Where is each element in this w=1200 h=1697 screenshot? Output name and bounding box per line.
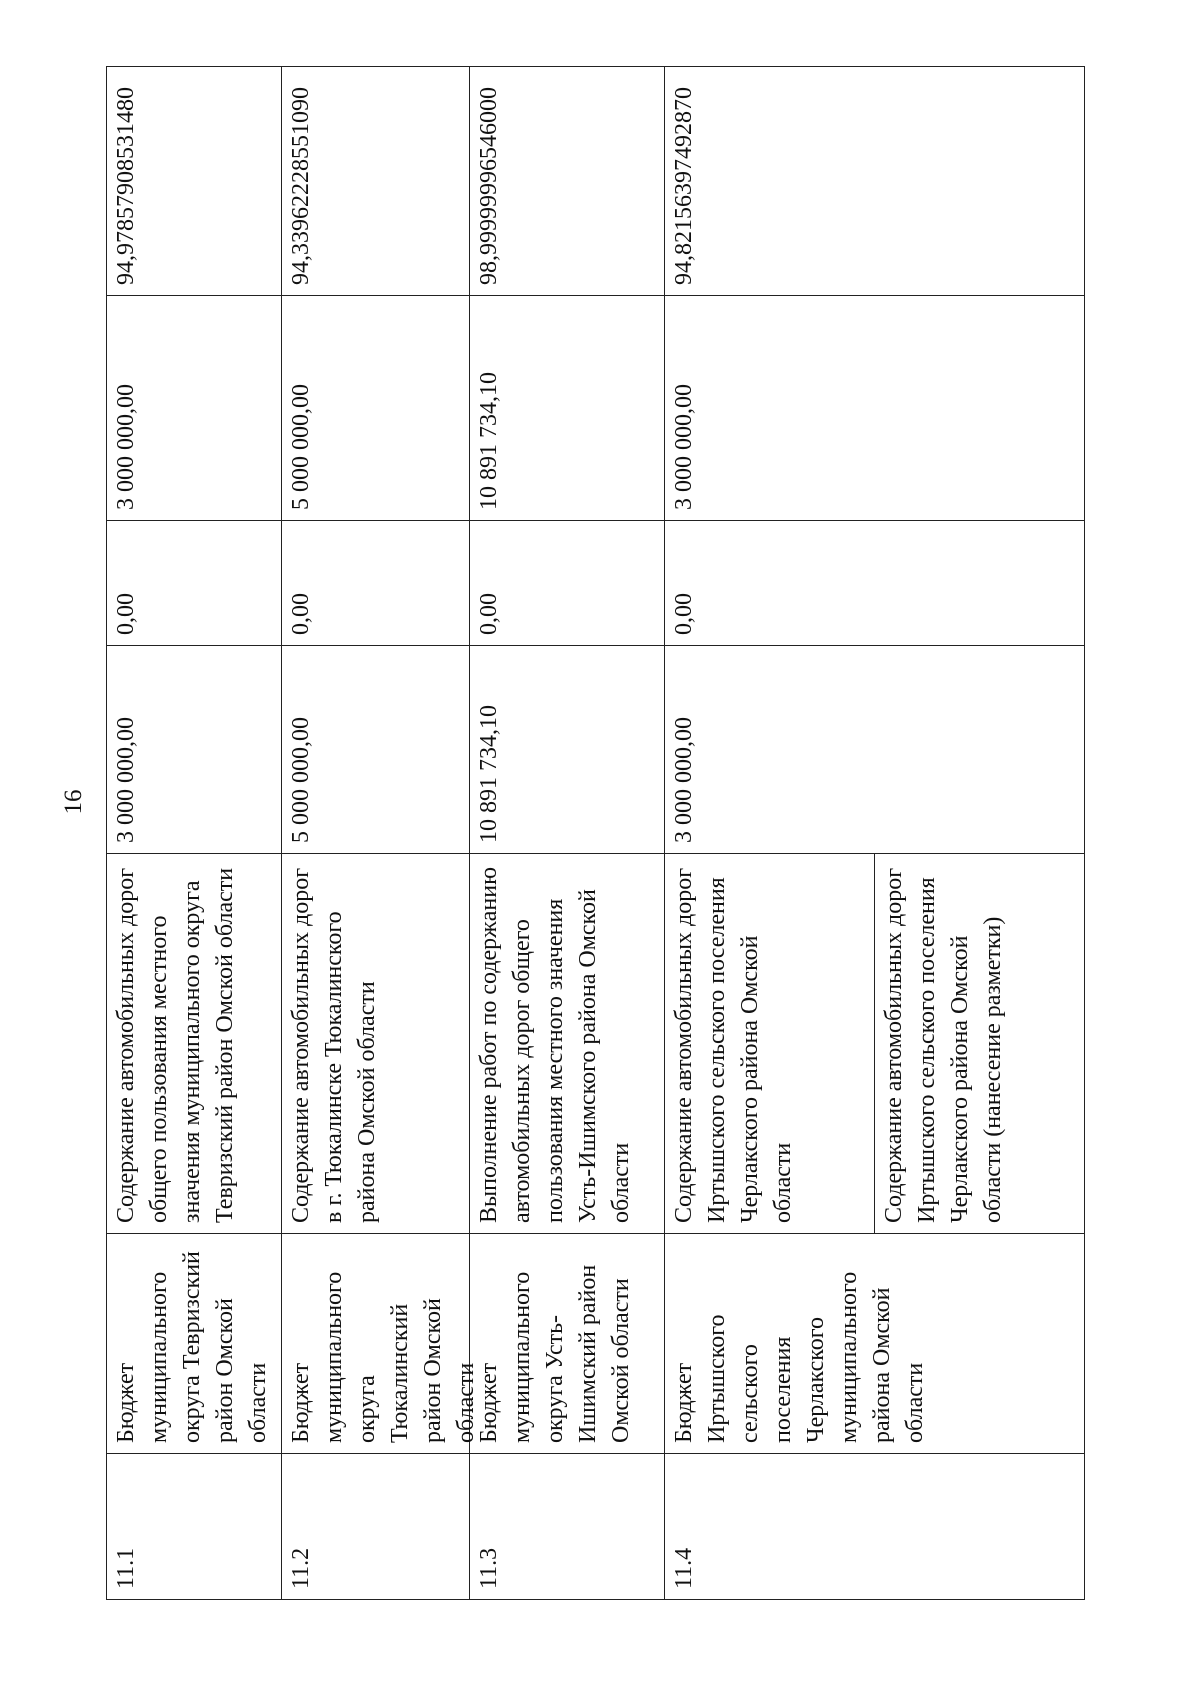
work-description: Выполнение работ по содержанию автомобильных дорог общего пользования местного значения Усть-Ишимского района Омской области — [476, 866, 634, 1223]
sum1-cell-11-4 — [665, 646, 1085, 854]
budget-cell-11-4 — [665, 1234, 1085, 1454]
work-cell-11-2 — [282, 854, 470, 1234]
percent-cell-11-2 — [282, 67, 470, 296]
sum1-value: 5 000 000,00 — [288, 717, 314, 843]
percent-value: 98,99999996546000 — [476, 87, 502, 285]
budget-cell-11-3 — [470, 1234, 665, 1454]
num-cell-11-4 — [665, 1454, 1085, 1600]
work-description: Содержание автомобильных дорог общего пользования местного значения муниципального округа Тевризский район Омской области — [113, 867, 238, 1223]
sum3-value: 3 000 000,00 — [113, 384, 139, 510]
page-number: 16 — [60, 789, 87, 815]
sum2-cell-11-1 — [107, 521, 282, 646]
work-cell-11-3 — [470, 854, 665, 1234]
percent-cell-11-4 — [665, 67, 1085, 296]
sum3-value: 10 891 734,10 — [476, 372, 502, 510]
sum1-cell-11-2 — [282, 646, 470, 854]
budget-name: Бюджет муниципального округа Тюкалинский район Омской области — [288, 1271, 479, 1443]
sum2-value: 0,00 — [288, 593, 314, 635]
sum1-cell-11-3 — [470, 646, 665, 854]
budget-table — [106, 66, 1085, 1600]
sum1-value: 3 000 000,00 — [671, 717, 697, 843]
percent-cell-11-3 — [470, 67, 665, 296]
budget-cell-11-1 — [107, 1234, 282, 1454]
work-description: Содержание автомобильных дорог в г. Тюкалинске Тюкалинского района Омской области — [288, 867, 380, 1223]
percent-value: 94,33962228551090 — [288, 87, 314, 285]
sum2-cell-11-4 — [665, 521, 1085, 646]
row-number: 11.2 — [288, 1547, 314, 1589]
sum2-cell-11-3 — [470, 521, 665, 646]
num-cell-11-3 — [470, 1454, 665, 1600]
percent-value: 94,82156397492870 — [671, 87, 697, 285]
work-cell-11-1 — [107, 854, 282, 1234]
row-number: 11.3 — [476, 1547, 502, 1589]
sum2-value: 0,00 — [113, 593, 139, 635]
percent-cell-11-1 — [107, 67, 282, 296]
work-cell-11-4b — [875, 854, 1085, 1234]
sum1-value: 10 891 734,10 — [476, 705, 502, 843]
num-cell-11-1 — [107, 1454, 282, 1600]
sum3-cell-11-3 — [470, 296, 665, 521]
sum3-cell-11-4 — [665, 296, 1085, 521]
work-cell-11-4a — [665, 854, 875, 1234]
sum3-cell-11-1 — [107, 296, 282, 521]
percent-value: 94,97857908531480 — [113, 87, 139, 285]
sum2-value: 0,00 — [671, 593, 697, 635]
sum2-value: 0,00 — [476, 593, 502, 635]
row-number: 11.1 — [113, 1547, 139, 1589]
work-description: Содержание автомобильных дорог Иртышского сельского поселения Черлакского района Омской области (нанесение разметки) — [881, 867, 1006, 1223]
row-number: 11.4 — [671, 1547, 697, 1589]
num-cell-11-2 — [282, 1454, 470, 1600]
sum2-cell-11-2 — [282, 521, 470, 646]
sum3-cell-11-2 — [282, 296, 470, 521]
work-description: Содержание автомобильных дорог Иртышского сельского поселения Черлакского района Омской области — [671, 867, 796, 1223]
budget-name: Бюджет Иртышского сельского поселения Черлакского муниципального района Омской области — [671, 1271, 928, 1443]
budget-cell-11-2 — [282, 1234, 479, 1454]
budget-name: Бюджет муниципального округа Усть-Ишимский район Омской области — [476, 1264, 634, 1443]
budget-name: Бюджет муниципального округа Тевризский район Омской области — [113, 1251, 271, 1443]
sum3-value: 3 000 000,00 — [671, 384, 697, 510]
sum3-value: 5 000 000,00 — [288, 384, 314, 510]
sum1-cell-11-1 — [107, 646, 282, 854]
sum1-value: 3 000 000,00 — [113, 717, 139, 843]
